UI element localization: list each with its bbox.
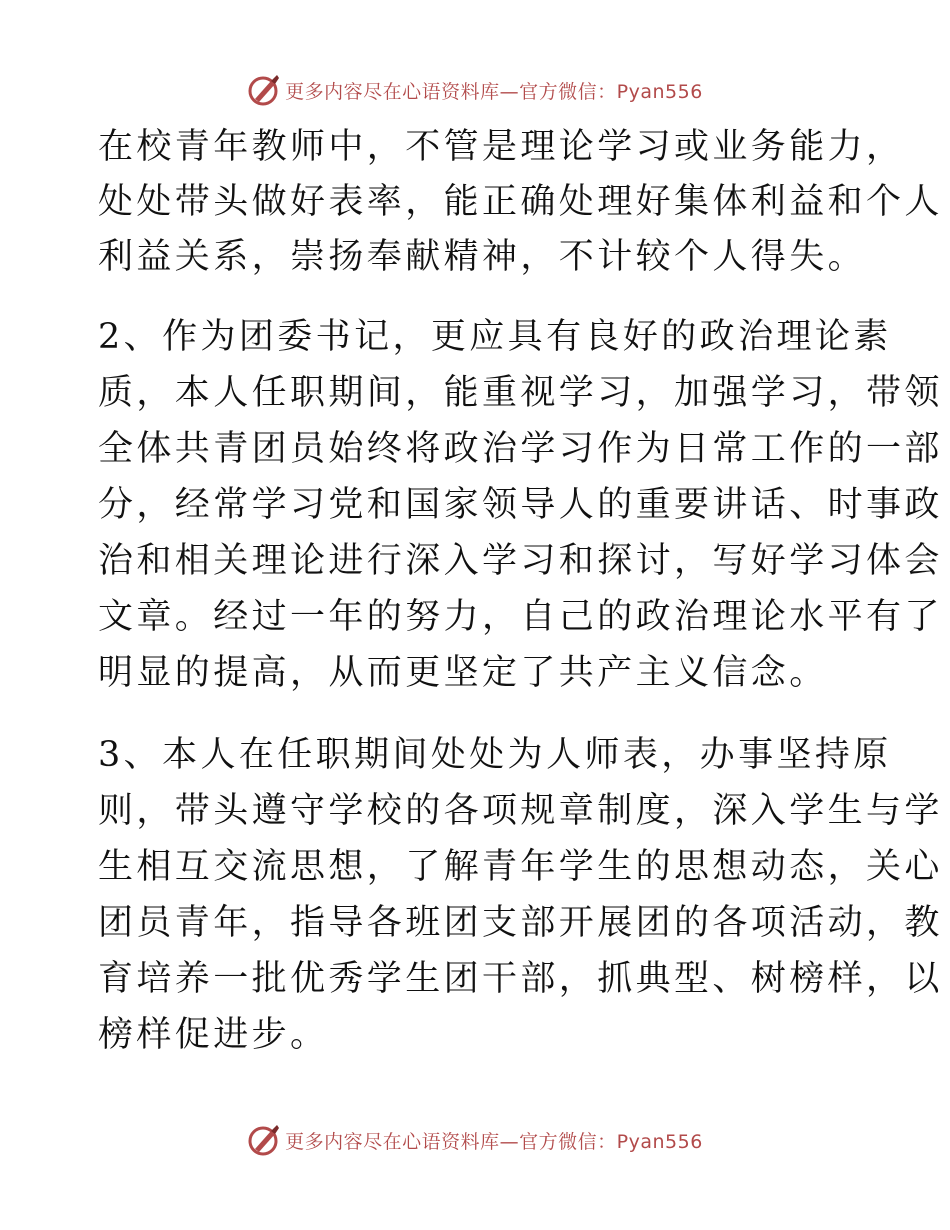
paragraph-2-line-1: 2、作为团委书记，更应具有良好的政治理论素 bbox=[98, 317, 892, 357]
pen-logo-icon bbox=[247, 73, 281, 107]
footer-banner bbox=[0, 1120, 950, 1160]
paragraph-3-line-1: 3、本人在任职期间处处为人师表，办事坚持原 bbox=[98, 735, 892, 775]
paragraph-1-line-1: 在校青年教师中，不管是理论学习或业务能力， bbox=[98, 127, 905, 167]
footer-banner-text: 更多内容尽在心语资料库—官方微信：Pyan556 bbox=[285, 1130, 703, 1153]
paragraph-3-line-5: 育培养一批优秀学生团干部，抓典型、树榜样，以 bbox=[98, 959, 943, 999]
paragraph-3-line-2: 则，带头遵守学校的各项规章制度，深入学生与学 bbox=[98, 791, 943, 831]
header-banner-text: 更多内容尽在心语资料库—官方微信：Pyan556 bbox=[285, 80, 703, 103]
pen-logo-icon bbox=[247, 1123, 281, 1157]
paragraph-3-line-4: 团员青年，指导各班团支部开展团的各项活动，教 bbox=[98, 903, 943, 943]
paragraph-2-line-5: 治和相关理论进行深入学习和探讨，写好学习体会 bbox=[98, 541, 943, 581]
paragraph-3-line-6: 榜样促进步。 bbox=[98, 1015, 329, 1055]
header-banner bbox=[0, 70, 950, 110]
paragraph-2-line-4: 分，经常学习党和国家领导人的重要讲话、时事政 bbox=[98, 485, 943, 525]
paragraph-3-line-3: 生相互交流思想，了解青年学生的思想动态，关心 bbox=[98, 847, 943, 887]
paragraph-2-line-6: 文章。经过一年的努力，自己的政治理论水平有了 bbox=[98, 597, 943, 637]
paragraph-2-line-7: 明显的提高，从而更坚定了共产主义信念。 bbox=[98, 653, 828, 693]
paragraph-2-line-3: 全体共青团员始终将政治学习作为日常工作的一部 bbox=[98, 429, 943, 469]
paragraph-1-line-3: 利益关系，崇扬奉献精神，不计较个人得失。 bbox=[98, 237, 867, 277]
paragraph-1-line-2: 处处带头做好表率，能正确处理好集体利益和个人 bbox=[98, 182, 943, 222]
paragraph-2-line-2: 质，本人任职期间，能重视学习，加强学习，带领 bbox=[98, 373, 943, 413]
